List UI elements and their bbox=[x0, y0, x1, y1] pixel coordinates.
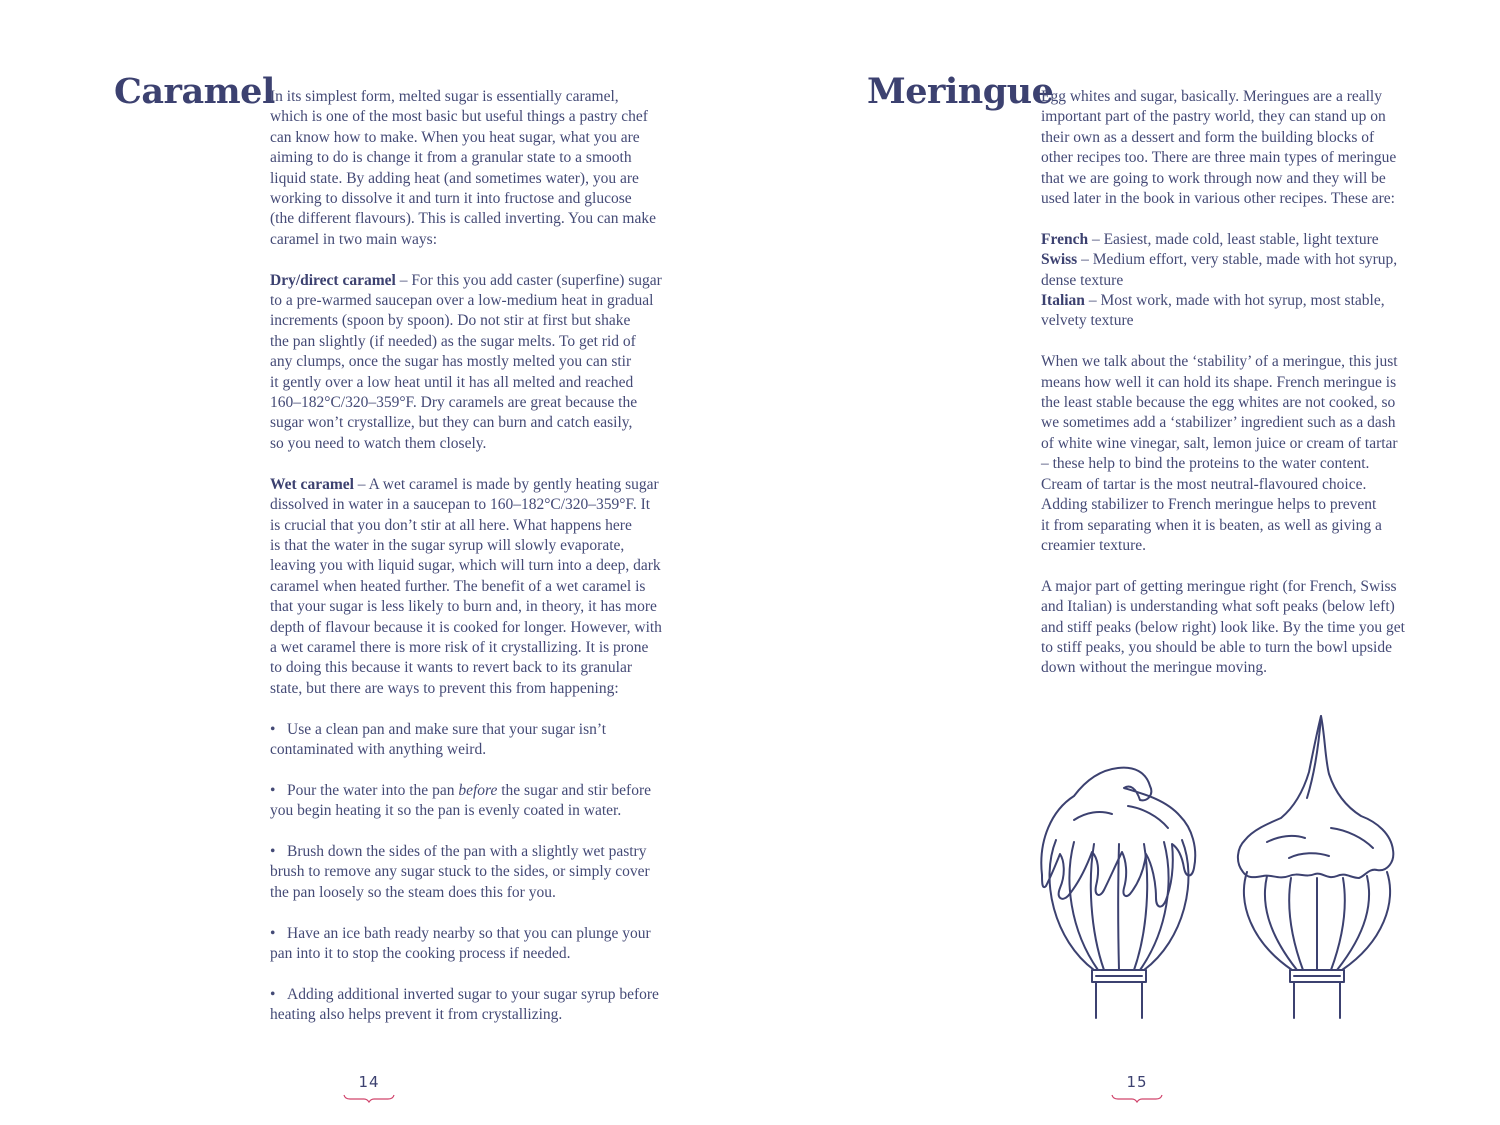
text-line: of white wine vinegar, salt, lemon juice or cream of tartar bbox=[1041, 434, 1398, 452]
text-line bbox=[270, 924, 690, 944]
text-fragment: – Easiest, made cold, least stable, light texture bbox=[1088, 230, 1379, 248]
text-line: – these help to bind the proteins to the water content. bbox=[1041, 455, 1370, 473]
text-line: sugar won’t crystallize, but they can burn and catch easily, bbox=[270, 414, 633, 432]
text-fragment: the sugar and stir before bbox=[497, 781, 652, 799]
text-line: (the different flavours). This is called inverting. You can make bbox=[270, 210, 656, 228]
caramel-heading: Caramel bbox=[114, 71, 275, 112]
stiff-peaks-whisk-illustration bbox=[1227, 712, 1407, 1022]
text-line: state, but there are ways to prevent this from happening: bbox=[270, 679, 619, 697]
emphasis-text: before bbox=[458, 781, 498, 799]
folio-flourish-icon bbox=[342, 1093, 396, 1103]
text-line: means how well it can hold its shape. French meringue is bbox=[1041, 373, 1397, 391]
page-number-right bbox=[1107, 1073, 1167, 1103]
text-line: brush to remove any sugar stuck to the sides, or simply cover bbox=[270, 863, 650, 881]
dry-caramel-paragraph bbox=[270, 271, 690, 455]
text-line: you begin heating it so the pan is evenly coated in water. bbox=[270, 802, 622, 820]
text-line: contaminated with anything weird. bbox=[270, 740, 487, 758]
text-line: increments (spoon by spoon). Do not stir at first but shake bbox=[270, 312, 631, 330]
text-line: used later in the book in various other recipes. These are: bbox=[1041, 190, 1395, 208]
text-line: to a pre-warmed saucepan over a low-medium heat in gradual bbox=[270, 292, 654, 310]
text-line: is crucial that you don’t stir at all here. What happens here bbox=[270, 516, 632, 534]
bullet-icon: • bbox=[270, 924, 276, 942]
bullet-item bbox=[270, 985, 690, 1026]
right-page bbox=[750, 0, 1500, 1125]
meringue-type-italian bbox=[1041, 291, 1431, 311]
text-line: it gently over a low heat until it has all melted and reached bbox=[270, 373, 634, 391]
text-fragment: Brush down the sides of the pan with a slightly wet pastry bbox=[287, 842, 647, 860]
caramel-body bbox=[270, 87, 690, 1046]
text-line: their own as a dessert and form the building blocks of bbox=[1041, 128, 1375, 146]
meringue-body bbox=[1041, 87, 1431, 699]
text-line: caramel when heated further. The benefit of a wet caramel is bbox=[270, 577, 646, 595]
text-line: and Italian) is understanding what soft peaks (below left) bbox=[1041, 598, 1395, 616]
text-line: leaving you with liquid sugar, which will turn into a deep, dark bbox=[270, 557, 661, 575]
text-line: Egg whites and sugar, basically. Meringues are a really bbox=[1041, 88, 1382, 105]
text-line: we sometimes add a ‘stabilizer’ ingredient such as a dash bbox=[1041, 414, 1396, 432]
text-fragment: Pour the water into the pan bbox=[287, 781, 459, 799]
caramel-intro bbox=[270, 87, 690, 250]
text-line: can know how to make. When you heat sugar, what you are bbox=[270, 128, 640, 146]
text-line: dissolved in water in a saucepan to 160–182°C/320–359°F. It bbox=[270, 496, 651, 514]
text-line: any clumps, once the sugar has mostly melted you can stir bbox=[270, 353, 632, 371]
type-name: Swiss bbox=[1041, 251, 1078, 269]
text-line: it from separating when it is beaten, as well as giving a bbox=[1041, 516, 1382, 534]
text-line: caramel in two main ways: bbox=[270, 230, 438, 248]
text-fragment: – Most work, made with hot syrup, most stable, bbox=[1084, 292, 1385, 310]
text-line: down without the meringue moving. bbox=[1041, 659, 1268, 677]
bullet-icon: • bbox=[270, 985, 276, 1003]
text-line: working to dissolve it and turn it into fructose and glucose bbox=[270, 190, 632, 208]
text-line: and stiff peaks (below right) look like. By the time you get bbox=[1041, 618, 1405, 636]
text-line bbox=[270, 985, 690, 1005]
meringue-intro bbox=[1041, 87, 1431, 209]
text-line: When we talk about the ‘stability’ of a meringue, this just bbox=[1041, 353, 1398, 371]
text-line bbox=[270, 271, 690, 291]
page-number-left bbox=[339, 1073, 399, 1103]
bullet-icon: • bbox=[270, 842, 276, 860]
text-line: which is one of the most basic but useful things a pastry chef bbox=[270, 108, 648, 126]
text-fragment: Have an ice bath ready nearby so that you can plunge your bbox=[287, 924, 651, 942]
bullet-item bbox=[270, 720, 690, 761]
text-line: that we are going to work through now and they will be bbox=[1041, 169, 1386, 187]
text-line bbox=[270, 842, 690, 862]
text-line bbox=[270, 475, 690, 495]
text-line: Cream of tartar is the most neutral-flavoured choice. bbox=[1041, 475, 1367, 493]
wet-caramel-term: Wet caramel bbox=[270, 475, 354, 493]
bullet-item bbox=[270, 924, 690, 965]
text-fragment: – For this you add caster (superfine) sugar bbox=[395, 271, 662, 289]
type-name: Italian bbox=[1041, 292, 1085, 310]
text-line: In its simplest form, melted sugar is essentially caramel, bbox=[270, 88, 619, 105]
bullet-item bbox=[270, 781, 690, 822]
bullet-item bbox=[270, 842, 690, 903]
text-fragment: Adding additional inverted sugar to your sugar syrup before bbox=[287, 985, 659, 1003]
soft-peaks-whisk-illustration bbox=[1034, 760, 1204, 1022]
page-number: 15 bbox=[1126, 1073, 1148, 1091]
page-number: 14 bbox=[358, 1073, 380, 1091]
text-line: dense texture bbox=[1041, 271, 1124, 289]
wet-caramel-paragraph bbox=[270, 475, 690, 699]
text-line: the pan slightly (if needed) as the sugar melts. To get rid of bbox=[270, 332, 636, 350]
text-line: A major part of getting meringue right (for French, Swiss bbox=[1041, 577, 1397, 595]
type-name: French bbox=[1041, 230, 1089, 248]
text-line: depth of flavour because it is cooked for longer. However, with bbox=[270, 618, 662, 636]
text-line: is that the water in the sugar syrup will slowly evaporate, bbox=[270, 536, 625, 554]
text-line bbox=[270, 781, 690, 801]
meringue-type-swiss bbox=[1041, 250, 1431, 270]
text-line: the least stable because the egg whites are not cooked, so bbox=[1041, 394, 1396, 412]
meringue-type-french bbox=[1041, 230, 1431, 250]
bullet-icon: • bbox=[270, 720, 276, 738]
text-line: creamier texture. bbox=[1041, 536, 1146, 554]
text-line: pan into it to stop the cooking process if needed. bbox=[270, 944, 571, 962]
stability-paragraph bbox=[1041, 352, 1431, 556]
bullet-icon: • bbox=[270, 781, 276, 799]
text-line: to doing this because it wants to revert back to its granular bbox=[270, 659, 633, 677]
text-line: that your sugar is less likely to burn and, in theory, it has more bbox=[270, 598, 657, 616]
text-fragment: – Medium effort, very stable, made with hot syrup, bbox=[1077, 251, 1398, 269]
text-line: a wet caramel there is more risk of it crystallizing. It is prone bbox=[270, 638, 649, 656]
text-line bbox=[270, 720, 690, 740]
dry-caramel-term: Dry/direct caramel bbox=[270, 271, 396, 289]
text-line: so you need to watch them closely. bbox=[270, 434, 487, 452]
text-line: 160–182°C/320–359°F. Dry caramels are great because the bbox=[270, 394, 638, 412]
text-line: velvety texture bbox=[1041, 312, 1134, 330]
text-line: important part of the pastry world, they can stand up on bbox=[1041, 108, 1386, 126]
text-line: other recipes too. There are three main types of meringue bbox=[1041, 149, 1397, 167]
text-line: to stiff peaks, you should be able to turn the bowl upside bbox=[1041, 638, 1392, 656]
text-fragment: – A wet caramel is made by gently heating sugar bbox=[353, 475, 659, 493]
text-line: heating also helps prevent it from crystallizing. bbox=[270, 1006, 563, 1024]
peaks-paragraph bbox=[1041, 577, 1431, 679]
meringue-heading: Meringue bbox=[867, 71, 1054, 112]
text-fragment: Use a clean pan and make sure that your sugar isn’t bbox=[287, 720, 607, 738]
text-line: the pan loosely so the steam does this for you. bbox=[270, 883, 556, 901]
text-line: aiming to do is change it from a granular state to a smooth bbox=[270, 149, 632, 167]
text-line: liquid state. By adding heat (and sometimes water), you are bbox=[270, 169, 639, 187]
text-line: Adding stabilizer to French meringue helps to prevent bbox=[1041, 496, 1377, 514]
meringue-types-list bbox=[1041, 230, 1431, 332]
folio-flourish-icon bbox=[1110, 1093, 1164, 1103]
